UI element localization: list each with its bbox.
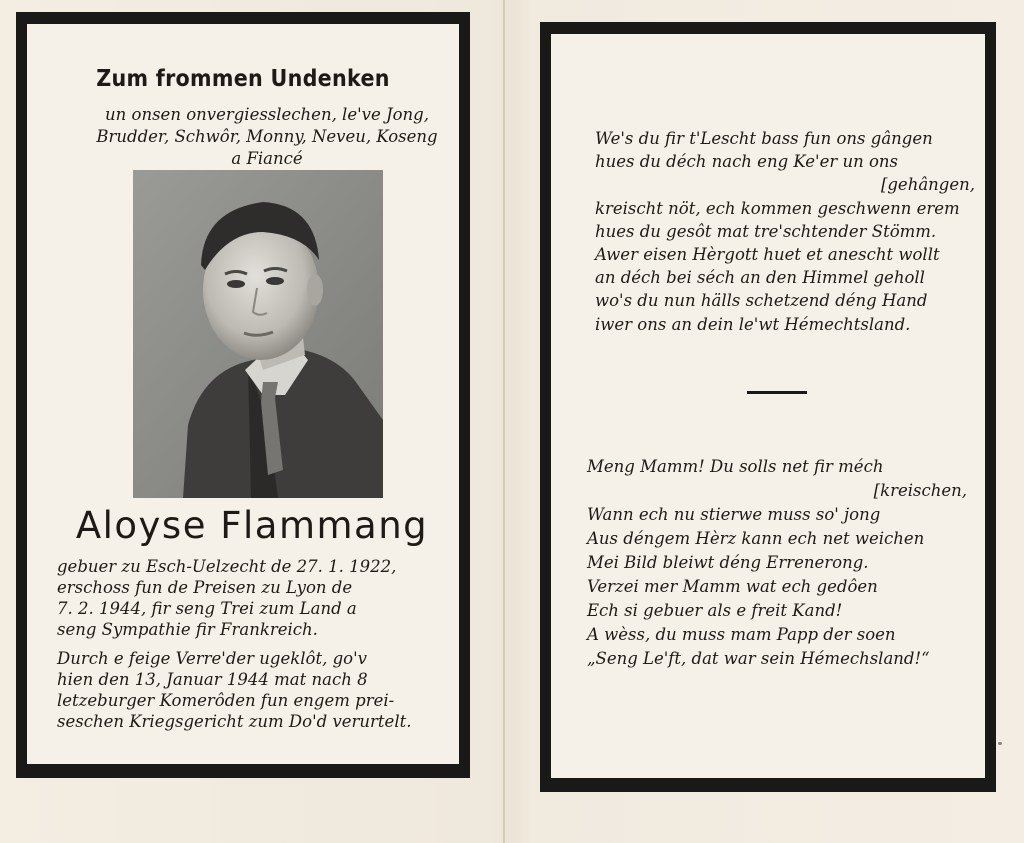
poem-line: an déch bei séch an den Himmel geholl bbox=[595, 268, 925, 288]
biography-line: Durch e feige Verre'der ugeklôt, go'v bbox=[57, 649, 367, 668]
portrait-photograph bbox=[133, 170, 383, 498]
first-poem bbox=[595, 127, 979, 336]
left-memorial-panel bbox=[16, 12, 470, 778]
poem-line: „Seng Le'ft, dat war sein Hémechsland!“ bbox=[587, 649, 930, 668]
poem-line: Mei Bild bleiwt déng Errenerong. bbox=[587, 553, 869, 572]
right-memorial-panel bbox=[540, 22, 996, 792]
poem-line: Awer eisen Hèrgott huet et anescht wollt bbox=[595, 245, 940, 265]
poem-line: kreischt nöt, ech kommen geschwenn erem bbox=[595, 198, 960, 218]
dedication-line: un onsen onvergiesslechen, le've Jong, bbox=[105, 105, 429, 124]
poem-line: iwer ons an dein le'wt Hémechtsland. bbox=[595, 314, 911, 334]
dedication-text bbox=[67, 104, 467, 170]
poem-line: Aus déngem Hèrz kann ech net weichen bbox=[587, 529, 925, 548]
card-fold-line bbox=[503, 0, 505, 843]
deceased-name: Aloyse Flammang bbox=[75, 504, 429, 547]
biography-line: seng Sympathie fir Frankreich. bbox=[57, 620, 318, 639]
poem-line: hues du gesôt mat tre'schtender Stömm. bbox=[595, 221, 937, 241]
poem-line: wo's du nun hälls schetzend déng Hand bbox=[595, 291, 928, 311]
poem-line: Verzei mer Mamm wat ech gedôen bbox=[587, 577, 878, 596]
poem-divider bbox=[747, 391, 807, 394]
biography-paragraph bbox=[57, 556, 451, 640]
biography-line: 7. 2. 1944, fir seng Trei zum Land a bbox=[57, 599, 357, 618]
portrait-image bbox=[133, 170, 383, 498]
paper-speck bbox=[998, 742, 1002, 745]
poem-line: hues du déch nach eng Ke'er un ons bbox=[595, 152, 898, 172]
dedication-line: a Fiancé bbox=[231, 149, 303, 168]
biography-line: erschoss fun de Preisen zu Lyon de bbox=[57, 578, 353, 597]
poem-line: [kreischen, bbox=[873, 481, 967, 500]
card-title: Zum frommen Undenken bbox=[96, 66, 390, 92]
biography-text bbox=[57, 556, 451, 736]
dedication-line: Brudder, Schwôr, Monny, Neveu, Koseng bbox=[96, 127, 438, 146]
biography-paragraph bbox=[57, 648, 451, 732]
poem-line: [gehângen, bbox=[880, 175, 975, 195]
poem-line: We's du fir t'Lescht bass fun ons gângen bbox=[595, 129, 933, 148]
biography-line: gebuer zu Esch-Uelzecht de 27. 1. 1922, bbox=[57, 557, 397, 576]
poem-line: Meng Mamm! Du solls net fir méch bbox=[587, 457, 884, 476]
biography-line: letzeburger Komerôden fun engem prei- bbox=[57, 691, 395, 710]
biography-line: hien den 13, Januar 1944 mat nach 8 bbox=[57, 670, 368, 689]
poem-line: Wann ech nu stierwe muss so' jong bbox=[587, 505, 881, 524]
poem-line: Ech si gebuer als e freit Kand! bbox=[587, 601, 843, 620]
biography-line: seschen Kriegsgericht zum Do'd verurtelt. bbox=[57, 712, 412, 731]
poem-line: A wèss, du muss mam Papp der soen bbox=[587, 625, 896, 644]
second-poem bbox=[587, 455, 971, 671]
